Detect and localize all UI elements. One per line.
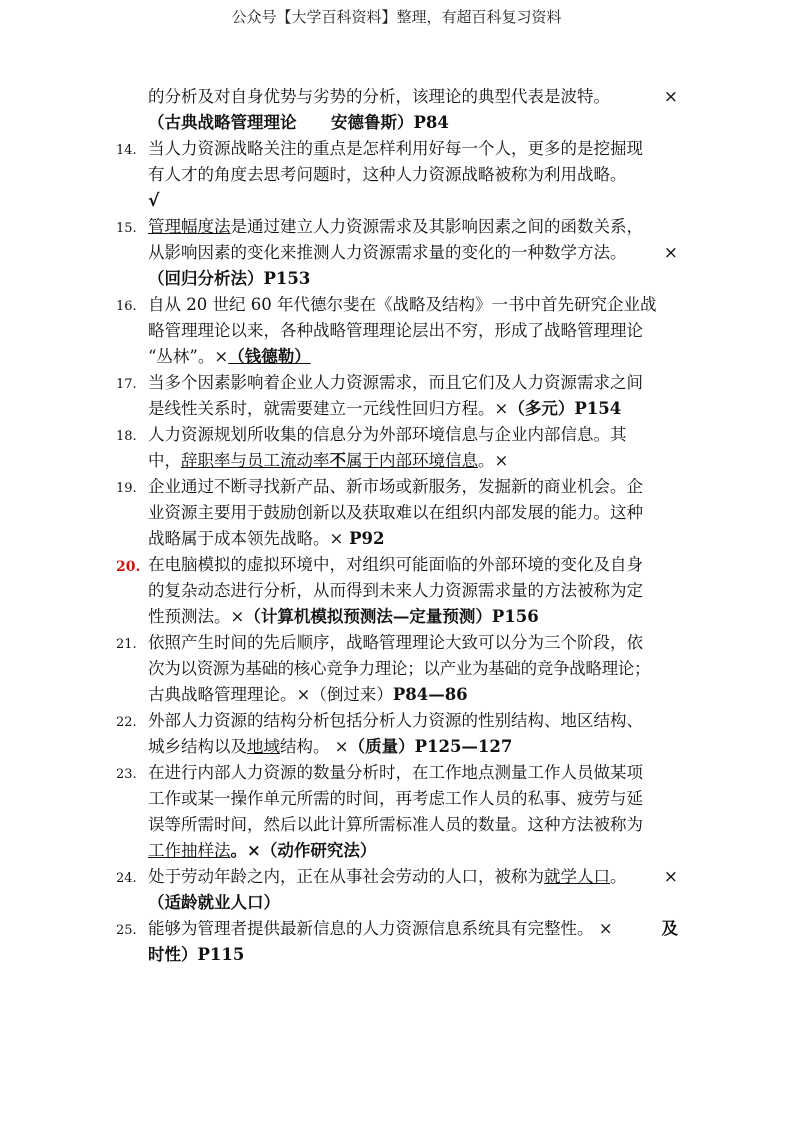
question-text: 自从 20 世纪 60 年代德尔斐在《战略及结构》一书中首先研究企业战 xyxy=(148,295,657,314)
question-list xyxy=(0,84,793,968)
question-text-line xyxy=(148,786,678,812)
underlined-term: 辞职率与员工流动率 xyxy=(181,451,330,470)
question-text-line xyxy=(148,630,678,656)
list-item xyxy=(0,422,793,474)
question-text-line xyxy=(148,760,678,786)
question-text-line xyxy=(148,864,678,890)
answer-text: 及 xyxy=(661,919,678,938)
answer-text: （钱德勒） xyxy=(228,347,311,366)
question-number: 24. xyxy=(116,871,137,886)
question-text: 城乡结构以及 xyxy=(148,737,247,756)
answer-text: （计算机模拟预测法—定量预测）P156 xyxy=(244,607,539,626)
list-item xyxy=(0,630,793,708)
question-text-line xyxy=(148,916,678,942)
page-header: 公众号【大学百科资料】整理，有超百科复习资料 xyxy=(231,8,562,26)
question-text: 的分析及对自身优势与劣势的分析，该理论的典型代表是波特。 xyxy=(148,87,610,106)
question-text-line xyxy=(148,318,678,344)
question-text: 从影响因素的变化来推测人力资源需求量的变化的一种数学方法。 xyxy=(148,243,627,262)
question-text: 在电脑模拟的虚拟环境中，对组织可能面临的外部环境的变化及自身 xyxy=(148,555,643,574)
question-text: 。× xyxy=(478,451,509,470)
question-number: 16. xyxy=(116,299,137,314)
question-text-line xyxy=(148,526,678,552)
question-text-line xyxy=(148,214,678,240)
answer-text: （动作研究法） xyxy=(260,841,377,860)
question-text-line xyxy=(148,838,678,864)
question-text-line xyxy=(148,292,678,318)
question-text: 。× xyxy=(230,841,261,860)
answer-line xyxy=(148,110,678,136)
question-text: 古典战略管理理论。×（倒过来） xyxy=(148,685,393,704)
underlined-term: 地域 xyxy=(247,737,280,756)
answer-line xyxy=(148,266,678,292)
question-text-line xyxy=(148,422,678,448)
question-text: 误等所需时间，然后以此计算所需标准人员的数量。这种方法被称为 xyxy=(148,815,643,834)
question-text-line xyxy=(148,734,678,760)
list-item xyxy=(0,916,793,968)
question-text: 当多个因素影响着企业人力资源需求，而且它们及人力资源需求之间 xyxy=(148,373,643,392)
question-text-line xyxy=(148,708,678,734)
question-text: 业资源主要用于鼓励创新以及获取难以在组织内部发展的能力。这种 xyxy=(148,503,643,522)
question-text-line xyxy=(148,448,678,474)
list-item xyxy=(0,370,793,422)
question-number: 25. xyxy=(116,923,137,938)
question-text: 是通过建立人力资源需求及其影响因素之间的函数关系， xyxy=(230,217,643,236)
question-text: 。 xyxy=(610,867,627,886)
list-item xyxy=(0,760,793,864)
question-number: 17. xyxy=(116,377,137,392)
check-mark: √ xyxy=(148,191,160,211)
question-number: 18. xyxy=(116,429,137,444)
cross-mark: × xyxy=(663,867,678,887)
list-item xyxy=(0,136,793,214)
question-text-line xyxy=(148,370,678,396)
question-text: 企业通过不断寻找新产品、新市场或新服务，发掘新的商业机会。企 xyxy=(148,477,643,496)
question-text-line xyxy=(148,84,678,110)
list-item xyxy=(0,474,793,552)
answer-text: P92 xyxy=(343,529,385,548)
question-number: 15. xyxy=(116,221,137,236)
question-text-line xyxy=(148,552,678,578)
list-item xyxy=(0,552,793,630)
question-number: 20. xyxy=(116,559,141,575)
question-text-line xyxy=(148,500,678,526)
question-text: 能够为管理者提供最新信息的人力资源信息系统具有完整性。 × xyxy=(148,919,613,938)
question-text: 工作或某一操作单元所需的时间，再考虑工作人员的私事、疲劳与延 xyxy=(148,789,643,808)
question-text-line xyxy=(148,812,678,838)
question-text: 处于劳动年龄之内，正在从事社会劳动的人口，被称为 xyxy=(148,867,544,886)
question-text-line xyxy=(148,474,678,500)
question-text: 略管理理论以来，各种战略管理理论层出不穷，形成了战略管理理论 xyxy=(148,321,643,340)
question-text: 中， xyxy=(148,451,181,470)
answer-text: P84—86 xyxy=(392,685,468,704)
question-number: 22. xyxy=(116,715,137,730)
question-text-line xyxy=(148,344,678,370)
question-text: 有人才的角度去思考问题时，这种人力资源战略被称为利用战略。 xyxy=(148,165,627,184)
question-text-line xyxy=(148,136,678,162)
emphasis-text: 不 xyxy=(329,451,346,470)
question-text: 依照产生时间的先后顺序，战略管理理论大致可以分为三个阶段，依 xyxy=(148,633,643,652)
question-text: 在进行内部人力资源的数量分析时，在工作地点测量工作人员做某项 xyxy=(148,763,643,782)
question-text: 外部人力资源的结构分析包括分析人力资源的性别结构、地区结构、 xyxy=(148,711,643,730)
question-text-line xyxy=(148,578,678,604)
question-text: 是线性关系时，就需要建立一元线性回归方程。× xyxy=(148,399,509,418)
question-text: 当人力资源战略关注的重点是怎样利用好每一个人，更多的是挖掘现 xyxy=(148,139,643,158)
underlined-term: 管理幅度法 xyxy=(148,217,231,236)
question-text-line xyxy=(148,162,678,188)
underlined-term: 就学人口 xyxy=(544,867,610,886)
list-item xyxy=(0,864,793,916)
list-item xyxy=(0,84,793,136)
answer-text: 时性）P115 xyxy=(148,945,245,964)
answer-line xyxy=(148,890,678,916)
answer-text: （质量）P125—127 xyxy=(348,737,513,756)
question-number: 21. xyxy=(116,637,137,652)
answer-line xyxy=(148,942,678,968)
answer-text: （回归分析法）P153 xyxy=(148,269,311,288)
underlined-term: 工作抽样法 xyxy=(148,841,231,860)
question-text-line xyxy=(148,656,678,682)
underlined-term: 属于内部环境信息 xyxy=(346,451,478,470)
question-text: 战略属于成本领先战略。× xyxy=(148,529,344,548)
question-text-line xyxy=(148,396,678,422)
question-text: 的复杂动态进行分析，从而得到未来人力资源需求量的方法被称为定 xyxy=(148,581,643,600)
question-text: 结构。 × xyxy=(280,737,349,756)
question-number: 14. xyxy=(116,143,137,158)
question-number: 19. xyxy=(116,481,137,496)
question-number: 23. xyxy=(116,767,137,782)
list-item xyxy=(0,708,793,760)
answer-text: （古典战略管理理论 安德鲁斯）P84 xyxy=(148,113,449,132)
answer-text: （多元）P154 xyxy=(508,399,622,418)
question-text-line xyxy=(148,682,678,708)
question-text: 人力资源规划所收集的信息分为外部环境信息与企业内部信息。其 xyxy=(148,425,627,444)
question-text: 次为以资源为基础的核心竞争力理论；以产业为基础的竞争战略理论； xyxy=(148,659,651,678)
answer-line xyxy=(148,188,678,214)
question-text-line xyxy=(148,240,678,266)
question-text: “丛林”。× xyxy=(148,347,229,366)
cross-mark: × xyxy=(663,243,678,263)
question-text: 性预测法。× xyxy=(148,607,245,626)
answer-text: （适龄就业人口） xyxy=(148,893,280,912)
question-text-line xyxy=(148,604,678,630)
list-item xyxy=(0,292,793,370)
list-item xyxy=(0,214,793,292)
cross-mark: × xyxy=(663,87,678,107)
